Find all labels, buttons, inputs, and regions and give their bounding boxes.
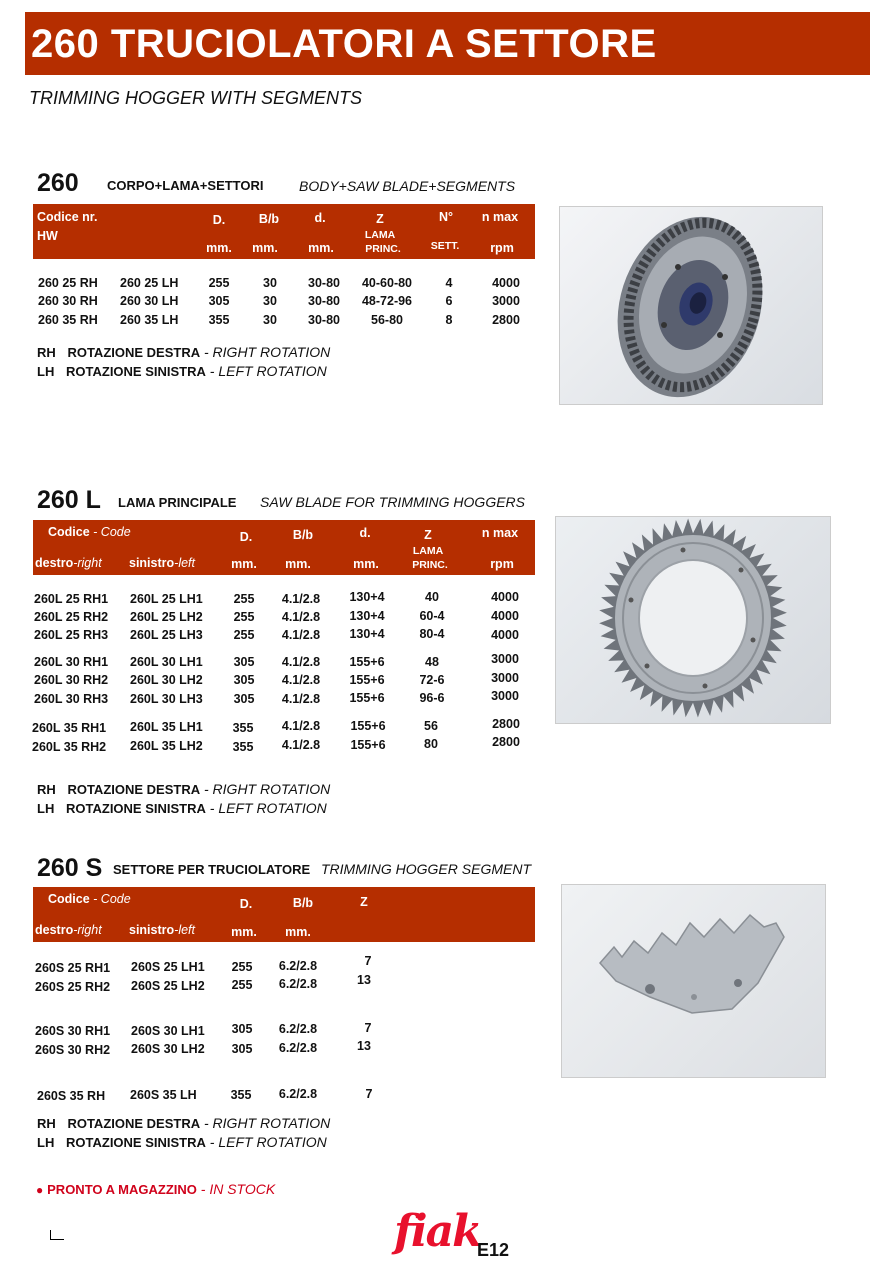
cell-bore: 30-80: [308, 313, 340, 327]
cell-d: 255: [208, 276, 230, 290]
cell-bb: 4.1/2.8: [281, 628, 321, 642]
cell-nmax: 4000: [491, 609, 519, 623]
cell-n: 4: [445, 276, 453, 290]
corner-mark-horizontal: [50, 1239, 64, 1240]
note-en: - RIGHT ROTATION: [204, 344, 331, 360]
rotation-note-rh: [37, 781, 330, 797]
header-hw: HW: [37, 229, 58, 243]
cell-bb: 4.1/2.8: [281, 719, 321, 733]
rotation-note-rh: [37, 344, 330, 360]
cell-bb: 30: [263, 294, 277, 308]
section-260-title-it: CORPO+LAMA+SETTORI: [107, 178, 264, 193]
note-it: ROTAZIONE DESTRA: [67, 782, 201, 797]
cell-nmax: 2800: [492, 735, 520, 749]
cell-lh: 260L 30 LH1: [130, 655, 203, 669]
header-bore: d.: [314, 211, 326, 225]
cell-d: 255: [233, 610, 255, 624]
header-n-sub: SETT.: [430, 240, 460, 252]
header-bb-unit: mm.: [285, 925, 311, 939]
cell-z: 40: [425, 590, 439, 604]
page-title: 260 TRUCIOLATORI A SETTORE: [31, 22, 657, 66]
cell-nmax: 3000: [491, 689, 519, 703]
note-code: RH: [37, 1116, 56, 1131]
cell-z: 13: [357, 1039, 371, 1053]
header-bb: B/b: [292, 528, 314, 542]
header-bb: B/b: [258, 212, 280, 226]
cell-bb: 4.1/2.8: [281, 692, 321, 706]
cell-rh: 260L 25 RH1: [34, 592, 109, 606]
stock-dot-icon: ●: [36, 1183, 44, 1197]
note-it: ROTAZIONE SINISTRA: [66, 801, 206, 816]
cell-lh: 260L 25 LH3: [130, 628, 203, 642]
note-en: - RIGHT ROTATION: [204, 781, 331, 797]
header-nmax-unit: rpm: [490, 241, 514, 255]
cell-lh: 260L 35 LH2: [130, 739, 203, 753]
cell-rh: 260 25 RH: [38, 276, 98, 290]
cell-n: 8: [445, 313, 453, 327]
cell-bb: 30: [263, 276, 277, 290]
header-d-unit: mm.: [231, 557, 257, 571]
section-260-table-header: [33, 204, 535, 259]
cell-nmax: 3000: [491, 652, 519, 666]
header-nmax: n max: [481, 210, 519, 224]
header-z-sub1: LAMA: [364, 229, 396, 241]
section-260S-table-header: [33, 887, 535, 942]
header-d: D.: [212, 213, 226, 227]
cell-nmax: 3000: [492, 294, 520, 308]
rotation-note-lh: [37, 800, 327, 816]
cell-d: 305: [208, 294, 230, 308]
cell-bb: 30: [263, 313, 277, 327]
section-260S-title-en: TRIMMING HOGGER SEGMENT: [321, 861, 531, 877]
cell-rh: 260S 25 RH1: [35, 961, 111, 975]
cell-d: 255: [233, 628, 255, 642]
cell-rh: 260L 30 RH1: [34, 655, 109, 669]
note-code: LH: [37, 364, 55, 379]
cell-d: 305: [233, 655, 255, 669]
cell-z: 96-6: [419, 691, 445, 705]
cell-lh: 260L 35 LH1: [130, 720, 203, 734]
cell-lh: 260 35 LH: [120, 313, 179, 327]
cell-nmax: 2800: [492, 313, 520, 327]
cell-d: 305: [231, 1022, 253, 1036]
section-260L-table-header: [33, 520, 535, 575]
cell-bb: 6.2/2.8: [278, 959, 318, 973]
cell-bore: 130+4: [349, 609, 385, 623]
header-bb-unit: mm.: [285, 557, 311, 571]
header-d-unit: mm.: [231, 925, 257, 939]
cell-rh: 260L 30 RH3: [34, 692, 109, 706]
cell-z: 7: [364, 954, 372, 968]
cell-bore: 130+4: [349, 627, 385, 641]
cell-d: 255: [231, 978, 253, 992]
corner-mark-vertical: [50, 1230, 51, 1239]
stock-label-en: - IN STOCK: [200, 1181, 276, 1197]
cell-lh: 260 30 LH: [120, 294, 179, 308]
stock-label-it: PRONTO A MAGAZZINO: [47, 1182, 197, 1197]
header-bore-unit: mm.: [308, 241, 334, 255]
hogger-image: [560, 207, 822, 404]
section-260L-number: 260 L: [37, 486, 101, 514]
header-z-sub2: PRINC.: [365, 243, 401, 255]
note-it: ROTAZIONE DESTRA: [67, 1116, 201, 1131]
cell-bore: 155+6: [349, 655, 385, 669]
cell-n: 6: [445, 294, 453, 308]
cell-rh: 260 30 RH: [38, 294, 98, 308]
cell-z: 72-6: [419, 673, 445, 687]
header-bore-unit: mm.: [353, 557, 379, 571]
section-260S-number: 260 S: [37, 854, 103, 882]
cell-lh: 260S 25 LH2: [131, 979, 205, 993]
product-photo-saw-blade: [555, 516, 831, 724]
header-z: Z: [376, 212, 384, 226]
cell-lh: 260L 25 LH2: [130, 610, 203, 624]
cell-lh: 260 25 LH: [120, 276, 179, 290]
header-d-unit: mm.: [206, 241, 232, 255]
cell-d: 255: [231, 960, 253, 974]
note-code: LH: [37, 801, 55, 816]
note-en: - LEFT ROTATION: [209, 363, 327, 379]
header-left: sinistro-left: [129, 923, 195, 937]
header-n: N°: [438, 210, 454, 224]
note-code: LH: [37, 1135, 55, 1150]
cell-bb: 4.1/2.8: [281, 592, 321, 606]
cell-rh: 260 35 RH: [38, 313, 98, 327]
cell-z: 48-72-96: [361, 294, 413, 308]
cell-lh: 260S 30 LH1: [131, 1024, 205, 1038]
header-d: D.: [239, 530, 253, 544]
cell-d: 355: [230, 1088, 252, 1102]
cell-z: 40-60-80: [361, 276, 413, 290]
cell-lh: 260S 35 LH: [130, 1088, 197, 1102]
header-bb: B/b: [292, 896, 314, 910]
cell-lh: 260L 25 LH1: [130, 592, 203, 606]
page-number: E12: [477, 1240, 510, 1260]
header-z: Z: [424, 528, 432, 542]
header-nmax: n max: [481, 526, 519, 540]
product-photo-hogger: [559, 206, 823, 405]
cell-nmax: 4000: [491, 590, 519, 604]
cell-rh: 260L 35 RH2: [32, 740, 107, 754]
note-code: RH: [37, 345, 56, 360]
cell-bb: 4.1/2.8: [281, 610, 321, 624]
cell-z: 80-4: [419, 627, 445, 641]
cell-bore: 30-80: [308, 276, 340, 290]
cell-bb: 4.1/2.8: [281, 738, 321, 752]
rotation-note-rh: [37, 1115, 330, 1131]
header-z: Z: [360, 895, 368, 909]
note-en: - RIGHT ROTATION: [204, 1115, 331, 1131]
note-code: RH: [37, 782, 56, 797]
header-code: Codice nr.: [37, 210, 98, 224]
cell-z: 60-4: [419, 609, 445, 623]
segment-image: [562, 885, 825, 1077]
cell-z: 13: [357, 973, 371, 987]
cell-bb: 4.1/2.8: [281, 655, 321, 669]
note-en: - LEFT ROTATION: [209, 1134, 327, 1150]
header-code: Codice - Code: [48, 525, 131, 539]
cell-lh: 260L 30 LH3: [130, 692, 203, 706]
header-bb-unit: mm.: [252, 241, 278, 255]
cell-bore: 155+6: [349, 691, 385, 705]
cell-bore: 30-80: [308, 294, 340, 308]
header-nmax-unit: rpm: [490, 557, 514, 571]
note-it: ROTAZIONE SINISTRA: [66, 1135, 206, 1150]
cell-nmax: 4000: [492, 276, 520, 290]
cell-bore: 155+6: [349, 673, 385, 687]
header-z-sub2: PRINC.: [412, 559, 448, 571]
header-bore: d.: [359, 526, 371, 540]
cell-nmax: 2800: [492, 717, 520, 731]
page-subtitle: TRIMMING HOGGER WITH SEGMENTS: [29, 88, 362, 108]
cell-z: 56: [424, 719, 438, 733]
header-right: destro-right: [35, 923, 102, 937]
cell-nmax: 4000: [491, 628, 519, 642]
cell-d: 305: [233, 692, 255, 706]
cell-z: 7: [365, 1087, 373, 1101]
note-en: - LEFT ROTATION: [209, 800, 327, 816]
section-260L-title-en: SAW BLADE FOR TRIMMING HOGGERS: [260, 494, 525, 510]
cell-z: 48: [425, 655, 439, 669]
cell-d: 355: [208, 313, 230, 327]
rotation-note-lh: [37, 1134, 327, 1150]
cell-rh: 260L 35 RH1: [32, 721, 107, 735]
cell-bb: 6.2/2.8: [278, 1087, 318, 1101]
cell-bore: 130+4: [349, 590, 385, 604]
cell-z: 56-80: [371, 313, 403, 327]
saw-blade-image: [556, 517, 830, 723]
product-photo-segment: [561, 884, 826, 1078]
cell-bore: 155+6: [350, 719, 386, 733]
cell-d: 255: [233, 592, 255, 606]
cell-z: 7: [364, 1021, 372, 1035]
section-260S-title-it: SETTORE PER TRUCIOLATORE: [113, 862, 311, 877]
section-260L-title-it: LAMA PRINCIPALE: [118, 495, 237, 510]
rotation-note-lh: [37, 363, 327, 379]
header-d: D.: [239, 897, 253, 911]
header-right: destro-right: [35, 556, 102, 570]
cell-rh: 260L 25 RH3: [34, 628, 109, 642]
header-z-sub1: LAMA: [412, 545, 444, 557]
cell-d: 305: [233, 673, 255, 687]
cell-bb: 6.2/2.8: [278, 1022, 318, 1036]
cell-bb: 6.2/2.8: [278, 1041, 318, 1055]
cell-rh: 260S 30 RH2: [35, 1043, 111, 1057]
cell-rh: 260L 25 RH2: [34, 610, 109, 624]
header-code: Codice - Code: [48, 892, 131, 906]
cell-z: 80: [424, 737, 438, 751]
cell-lh: 260S 30 LH2: [131, 1042, 205, 1056]
note-it: ROTAZIONE DESTRA: [67, 345, 201, 360]
header-left: sinistro-left: [129, 556, 195, 570]
cell-bb: 6.2/2.8: [278, 977, 318, 991]
cell-d: 305: [231, 1042, 253, 1056]
cell-d: 355: [232, 721, 254, 735]
cell-lh: 260S 25 LH1: [131, 960, 205, 974]
section-260-title-en: BODY+SAW BLADE+SEGMENTS: [299, 178, 516, 194]
cell-bb: 4.1/2.8: [281, 673, 321, 687]
cell-lh: 260L 30 LH2: [130, 673, 203, 687]
stock-note: [36, 1181, 275, 1197]
section-260-number: 260: [37, 169, 79, 197]
cell-nmax: 3000: [491, 671, 519, 685]
cell-rh: 260S 25 RH2: [35, 980, 111, 994]
note-it: ROTAZIONE SINISTRA: [66, 364, 206, 379]
cell-rh: 260S 30 RH1: [35, 1024, 111, 1038]
cell-rh: 260L 30 RH2: [34, 673, 109, 687]
fiak-logo: fiak: [394, 1206, 481, 1257]
cell-bore: 155+6: [350, 738, 386, 752]
cell-rh: 260S 35 RH: [37, 1089, 106, 1103]
cell-d: 355: [232, 740, 254, 754]
